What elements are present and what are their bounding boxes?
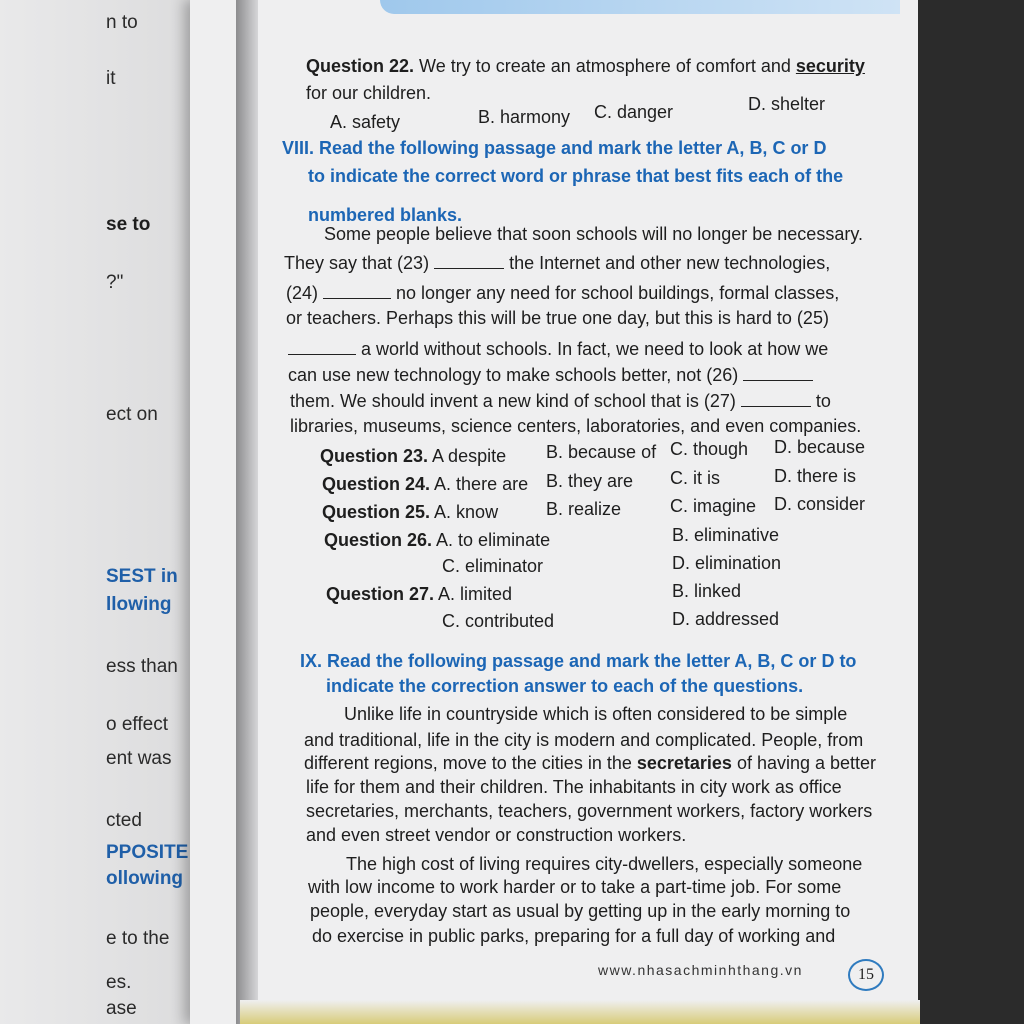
passage-line: and traditional, life in the city is modern and complicated. People, from [304, 730, 864, 750]
passage-keyword: secretaries [636, 753, 732, 773]
blank-24 [323, 282, 391, 299]
passage-line [288, 338, 828, 360]
passage-line: with low income to work harder or to take a part-time job. For some [308, 877, 842, 897]
option-a: A. there are [430, 474, 529, 494]
option-c: C. it is [670, 468, 721, 488]
passage-line: The high cost of living requires city-dwellers, especially someone [346, 854, 863, 874]
passage-line: Some people believe that soon schools will no longer be necessary. [324, 224, 863, 244]
question-24 [322, 474, 528, 495]
left-fragment: ect on [106, 404, 158, 425]
option-c: C. though [670, 439, 749, 459]
page-number: 15 [848, 959, 884, 991]
question-label: Question 27. [326, 584, 435, 604]
passage-text: the Internet and other new technologies, [504, 253, 831, 273]
question-label: Question 25. [322, 502, 431, 522]
left-fragment: SEST in [106, 566, 178, 587]
blank-26 [743, 364, 813, 381]
passage-line: do exercise in public parks, preparing for a full day of working and [312, 926, 836, 946]
option-b: B. they are [546, 471, 634, 491]
passage-line: and even street vendor or construction workers. [306, 825, 687, 845]
publisher-url: www.nhasachminhthang.vn [598, 962, 803, 978]
book-gutter [236, 0, 258, 1024]
passage-text: can use new technology to make schools better, not (26) [288, 365, 744, 385]
passage-text: of having a better [731, 753, 877, 773]
question-25 [322, 502, 498, 523]
background-edge [918, 0, 1024, 1024]
passage-line [286, 282, 839, 304]
question-label: Question 22. [306, 56, 415, 76]
passage-line: life for them and their children. The inhabitants in city work as office [306, 777, 842, 797]
option-a: A despite [428, 446, 507, 466]
question-23 [320, 446, 506, 467]
passage-text: a world without schools. In fact, we need to look at how we [356, 339, 829, 359]
passage-text: to [810, 391, 831, 411]
left-fragment: se to [106, 214, 151, 235]
option-c: C. contributed [442, 611, 555, 631]
option-b: B. harmony [478, 107, 571, 127]
passage-text: no longer any need for school buildings, formal classes, [391, 283, 840, 303]
option-d: D. addressed [672, 609, 780, 629]
option-b: B. because of [546, 442, 657, 462]
passage-line: or teachers. Perhaps this will be true one day, but this is hard to (25) [286, 308, 829, 328]
passage-line [290, 390, 831, 412]
option-c: C. danger [594, 102, 674, 122]
section-heading-line: numbered blanks. [308, 205, 463, 225]
question-26 [324, 530, 550, 551]
question-27 [326, 584, 512, 605]
passage-line [304, 753, 876, 774]
left-fragment: PPOSITE [106, 842, 189, 863]
section-heading-line: indicate the correction answer to each of the questions. [326, 676, 804, 696]
passage-line: libraries, museums, science centers, laboratories, and even companies. [290, 416, 862, 436]
left-fragment: o effect [106, 714, 168, 735]
left-fragment: e to the [106, 928, 170, 949]
option-a: A. safety [330, 112, 401, 132]
passage-text: them. We should invent a new kind of school that is (27) [290, 391, 741, 411]
option-c: C. eliminator [442, 556, 544, 576]
section-heading-line: IX. Read the following passage and mark the letter A, B, C or D to [300, 651, 857, 671]
option-d: D. shelter [748, 94, 826, 114]
section-heading-line: VIII. Read the following passage and mark the letter A, B, C or D [282, 138, 827, 158]
question-label: Question 26. [324, 530, 433, 550]
passage-line: Unlike life in countryside which is often considered to be simple [344, 704, 848, 724]
passage-line [288, 364, 813, 386]
section-heading-line: to indicate the correct word or phrase that best fits each of the [308, 166, 844, 186]
left-fragment: es. [106, 972, 132, 993]
option-d: D. there is [774, 466, 857, 486]
left-fragment: ent was [106, 748, 172, 769]
passage-text: different regions, move to the cities in the [304, 753, 637, 773]
passage-line: secretaries, merchants, teachers, government workers, factory workers [306, 801, 873, 821]
option-b: B. realize [546, 499, 622, 519]
passage-line [284, 252, 830, 274]
option-b: B. eliminative [672, 525, 780, 545]
option-a: A. to eliminate [432, 530, 551, 550]
left-fragment: ollowing [106, 868, 184, 889]
left-fragment: ess than [106, 656, 178, 677]
left-fragment: cted [106, 810, 142, 831]
left-fragment: n to [106, 12, 138, 33]
passage-text: (24) [286, 283, 324, 303]
option-b: B. linked [672, 581, 742, 601]
question-keyword: security [795, 56, 865, 76]
passage-line: people, everyday start as usual by getting up in the early morning to [310, 901, 851, 921]
left-fragment: llowing [106, 594, 172, 615]
option-d: D. because [774, 437, 866, 457]
question-label: Question 23. [320, 446, 429, 466]
option-d: D. elimination [672, 553, 782, 573]
question-text: We try to create an atmosphere of comfort and [414, 56, 796, 76]
question-label: Question 24. [322, 474, 431, 494]
question-22 [306, 56, 865, 77]
left-fragment: it [106, 68, 116, 89]
option-a: A. know [430, 502, 499, 522]
passage-text: They say that (23) [284, 253, 435, 273]
question-22-line2: for our children. [306, 83, 432, 103]
bottom-edge [240, 1000, 920, 1024]
option-a: A. limited [434, 584, 513, 604]
left-fragment: ?" [106, 272, 124, 293]
blank-27 [741, 390, 811, 407]
option-c: C. imagine [670, 496, 757, 516]
left-fragment: ase [106, 998, 137, 1019]
blank-23 [434, 252, 504, 269]
top-color-band [380, 0, 900, 14]
option-d: D. consider [774, 494, 866, 514]
blank-25 [288, 338, 356, 355]
